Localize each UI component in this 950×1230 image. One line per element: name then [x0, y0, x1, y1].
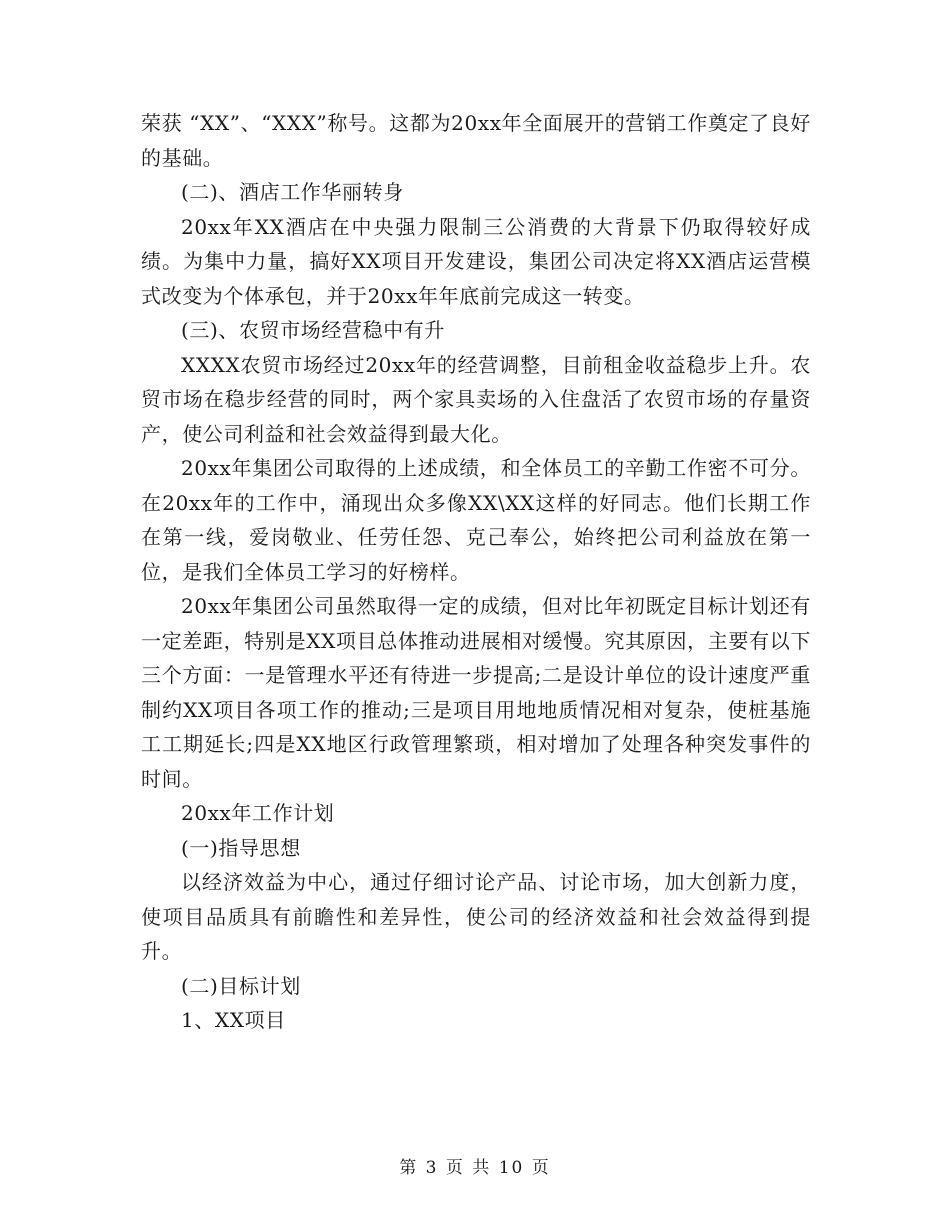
document-body	[141, 106, 811, 1038]
paragraph-continuation: 荣获 “XX”、“XXX”称号。这都为20xx年全面展开的营销工作奠定了良好的基础。	[141, 111, 811, 170]
paragraph-guiding-thought: 以经济效益为中心，通过仔细讨论产品、讨论市场，加大创新力度，使项目品质具有前瞻性和差异性，使公司的经济效益和社会效益得到提升。	[141, 870, 811, 963]
section-heading-hotel: (二)、酒店工作华丽转身	[181, 180, 404, 204]
section-heading-market: (三)、农贸市场经营稳中有升	[181, 318, 446, 342]
section-heading-target-plan: (二)目标计划	[181, 973, 301, 998]
list-item-project: 1、XX项目	[181, 1008, 286, 1032]
paragraph-market: XXXX农贸市场经过20xx年的经营调整，目前租金收益稳步上升。农贸市场在稳步经营的同时，两个家具卖场的入住盘活了农贸市场的存量资产，使公司利益和社会效益得到最大化。	[141, 352, 811, 446]
section-heading-guiding-thought: (一)指导思想	[181, 835, 301, 860]
heading-work-plan: 20xx年工作计划	[181, 801, 335, 825]
paragraph-hotel: 20xx年XX酒店在中央强力限制三公消费的大背景下仍取得较好成绩。为集中力量，搞好XX项目开发建设，集团公司决定将XX酒店运营模式改变为个体承包，并于20xx年年底前完成这一转变。	[141, 214, 811, 308]
paragraph-staff: 20xx年集团公司取得的上述成绩，和全体员工的辛勤工作密不可分。在20xx年的工作中，涌现出众多像XX\XX这样的好同志。他们长期工作在第一线，爱岗敬业、任劳任怨、克己奉公，始终把公司利益放在第一位，是我们全体员工学习的好榜样。	[141, 456, 811, 584]
paragraph-shortcomings: 20xx年集团公司虽然取得一定的成绩，但对比年初既定目标计划还有一定差距，特别是XX项目总体推动进展相对缓慢。究其原因，主要有以下三个方面：一是管理水平还有待进一步提高;二是设计单位的设计速度严重制约XX项目各项工作的推动;三是项目用地地质情况相对复杂，使桩基施工工期延长;四是XX地区行政管理繁琐，相对增加了处理各种突发事件的时间。	[141, 594, 811, 791]
page-number-footer: 第 3 页 共 10 页	[399, 1158, 551, 1178]
